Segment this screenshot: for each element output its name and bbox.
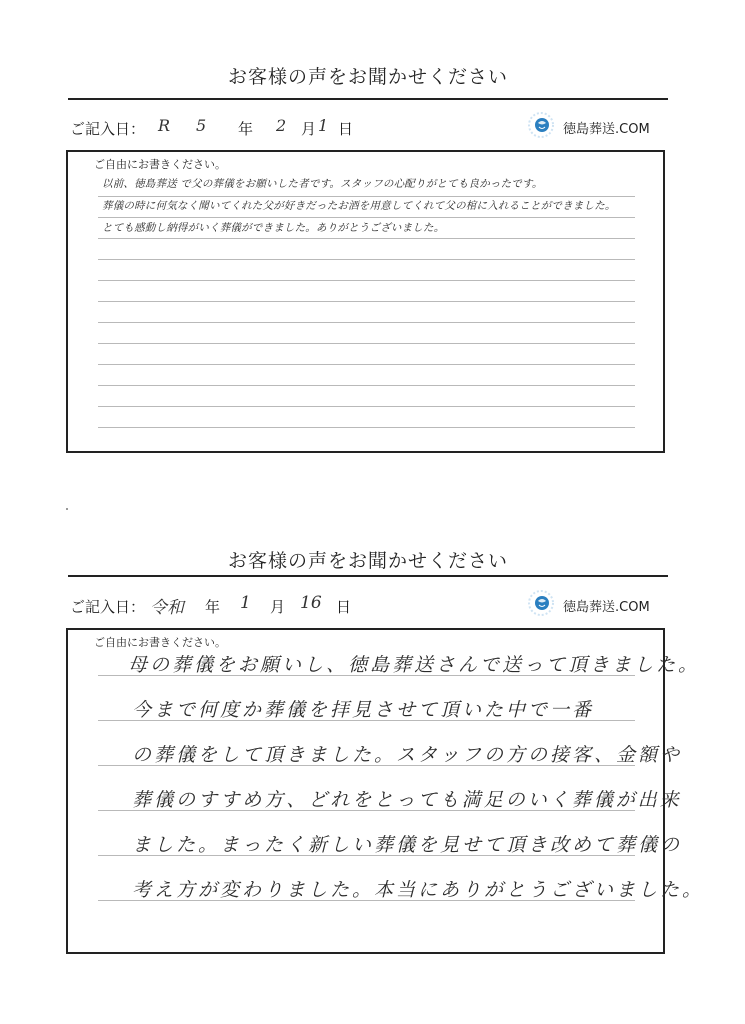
form-title: お客様の声をお聞かせください bbox=[227, 66, 508, 88]
date-label: ご記入日： bbox=[70, 120, 146, 138]
date-era: R bbox=[158, 116, 171, 135]
ruled-line bbox=[98, 343, 635, 344]
date-day: 16 bbox=[300, 593, 322, 613]
ruled-line bbox=[98, 238, 635, 239]
flower-logo-icon bbox=[527, 589, 555, 617]
date-nen-label: 年 bbox=[205, 598, 221, 616]
ruled-line bbox=[98, 427, 635, 428]
date-label: ご記入日： bbox=[70, 598, 146, 616]
date-nen-label: 年 bbox=[238, 120, 254, 138]
ruled-line bbox=[98, 301, 635, 302]
date-month: 1 bbox=[240, 593, 251, 613]
comment-box-label: ご自由にお書きください。 bbox=[94, 636, 226, 649]
handwritten-line: とても感動し納得がいく葬儀ができました。ありがとうございました。 bbox=[102, 222, 445, 234]
form-title: お客様の声をお聞かせください bbox=[227, 550, 508, 572]
ruled-line bbox=[98, 385, 635, 386]
date-era: 令和 bbox=[150, 598, 184, 618]
logo-text: 徳島葬送.COM bbox=[563, 122, 650, 137]
title-divider bbox=[68, 575, 668, 577]
handwritten-line: 考え方が変わりました。本当にありがとうございました。 bbox=[132, 879, 705, 901]
ruled-line bbox=[98, 196, 635, 197]
ruled-line bbox=[98, 322, 635, 323]
scan-speck bbox=[66, 508, 68, 510]
flower-logo-icon bbox=[527, 111, 555, 139]
ruled-line bbox=[98, 259, 635, 260]
ruled-line bbox=[98, 217, 635, 218]
date-year: 5 bbox=[196, 116, 207, 135]
date-gatsu-label: 月 bbox=[301, 120, 317, 138]
comment-box bbox=[66, 628, 705, 954]
handwritten-line: ました。まったく新しい葬儀を見せて頂き改めて葬儀の bbox=[132, 834, 683, 856]
date-nichi-label: 日 bbox=[336, 598, 352, 616]
company-logo bbox=[527, 589, 667, 619]
handwritten-line: 今まで何度か葬儀を拝見させて頂いた中で一番 bbox=[132, 699, 595, 721]
handwritten-line: 母の葬儀をお願いし、徳島葬送さんで送って頂きました。 bbox=[128, 654, 701, 676]
ruled-line bbox=[98, 406, 635, 407]
ruled-line bbox=[98, 280, 635, 281]
comment-box bbox=[66, 150, 665, 453]
date-day: 1 bbox=[318, 116, 329, 135]
date-nichi-label: 日 bbox=[338, 120, 354, 138]
title-divider bbox=[68, 98, 668, 100]
handwritten-line: 以前、徳島葬送 で父の葬儀をお願いした者です。スタッフの心配りがとても良かったです。 bbox=[102, 178, 543, 190]
comment-box-label: ご自由にお書きください。 bbox=[94, 158, 226, 171]
logo-text: 徳島葬送.COM bbox=[563, 600, 650, 615]
ruled-line bbox=[98, 364, 635, 365]
handwritten-line: の葬儀をして頂きました。スタッフの方の接客、金額や bbox=[132, 744, 683, 766]
handwritten-line: 葬儀の時に何気なく聞いてくれた父が好きだったお酒を用意してくれて父の棺に入れることができました。 bbox=[102, 200, 616, 212]
company-logo bbox=[527, 111, 667, 141]
date-month: 2 bbox=[276, 116, 287, 135]
handwritten-line: 葬儀のすすめ方、どれをとっても満足のいく葬儀が出来 bbox=[132, 789, 682, 811]
date-gatsu-label: 月 bbox=[270, 598, 286, 616]
